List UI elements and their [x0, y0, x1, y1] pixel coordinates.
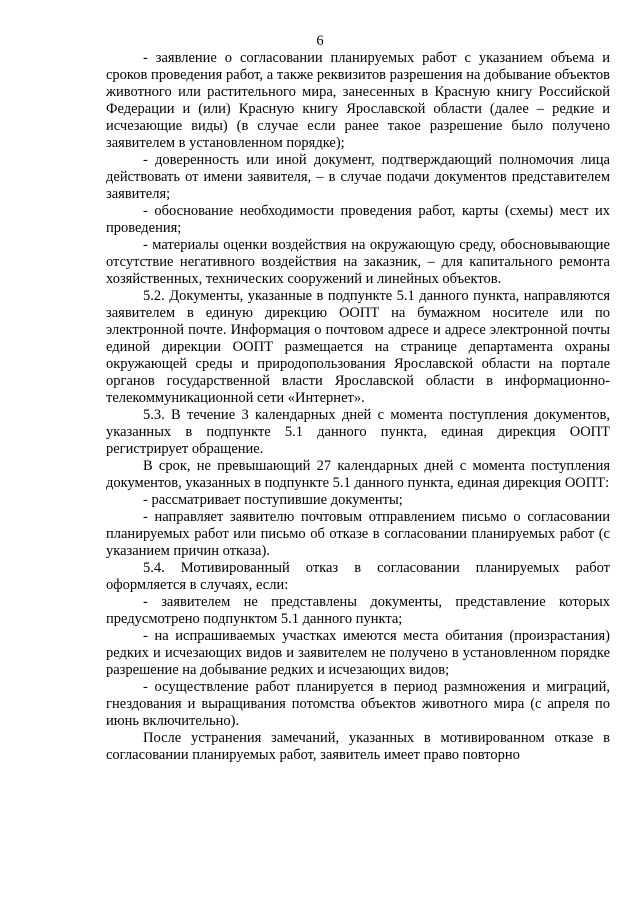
paragraph-5-3: 5.3. В течение 3 календарных дней с момента поступления документов, указанных в подпункте 5.1 данного пункта, единая дирекция ООПТ регистрирует обращение.	[106, 407, 610, 457]
paragraph-breeding-period: - осуществление работ планируется в период размножения и миграций, гнездования и выращивания потомства объектов животного мира (с апреля по июнь включительно).	[106, 679, 610, 729]
paragraph-application: - заявление о согласовании планируемых работ с указанием объема и сроков проведения работ, а также реквизитов разрешения на добывание объектов животного или растительного мира, занесенных в Красную книгу Российской Федерации и (или) Красную книгу Ярославской области (далее – редкие и исчезающие виды) (в случае если ранее такое разрешение было получено заявителем в установленном порядке);	[106, 50, 610, 151]
paragraph-justification: - обоснование необходимости проведения работ, карты (схемы) мест их проведения;	[106, 203, 610, 236]
paragraph-reviews-documents: - рассматривает поступившие документы;	[143, 492, 403, 508]
paragraph-missing-documents: - заявителем не представлены документы, представление которых предусмотрено подпунктом 5.1 данного пункта;	[106, 594, 610, 627]
paragraph-rare-species-habitat: - на испрашиваемых участках имеются места обитания (произрастания) редких и исчезающих видов и заявителем не получено в установленном порядке разрешение на добывание редких и исчезающих видов;	[106, 628, 610, 678]
paragraph-sends-letter: - направляет заявителю почтовым отправлением письмо о согласовании планируемых работ или письмо об отказе в согласовании планируемых работ (с указанием причин отказа).	[106, 509, 610, 559]
paragraph-impact-assessment: - материалы оценки воздействия на окружающую среду, обосновывающие отсутствие негативного воздействия на заказник, – для капитального ремонта хозяйственных, технических сооружений и линейных объектов.	[106, 237, 610, 287]
paragraph-after-corrections: После устранения замечаний, указанных в мотивированном отказе в согласовании планируемых работ, заявитель имеет право повторно	[106, 730, 610, 763]
paragraph-5-2: 5.2. Документы, указанные в подпункте 5.1 данного пункта, направляются заявителем в единую дирекцию ООПТ на бумажном носителе или по электронной почте. Информация о почтовом адресе и адресе электронной почты единой дирекции ООПТ размещается на странице департамента охраны окружающей среды и природопользования Ярославской области на портале органов государственной власти Ярославской области в информационно-телекоммуникационной сети «Интернет».	[106, 288, 610, 406]
page-number: 6	[316, 33, 324, 49]
paragraph-power-of-attorney: - доверенность или иной документ, подтверждающий полномочия лица действовать от имени заявителя, – в случае подачи документов представителем заявителя;	[106, 152, 610, 202]
paragraph-5-4: 5.4. Мотивированный отказ в согласовании планируемых работ оформляется в случаях, если:	[106, 560, 610, 593]
document-body	[106, 50, 610, 764]
paragraph-review-period: В срок, не превышающий 27 календарных дней с момента поступления документов, указанных в подпункте 5.1 данного пункта, единая дирекция ООПТ:	[106, 458, 610, 491]
